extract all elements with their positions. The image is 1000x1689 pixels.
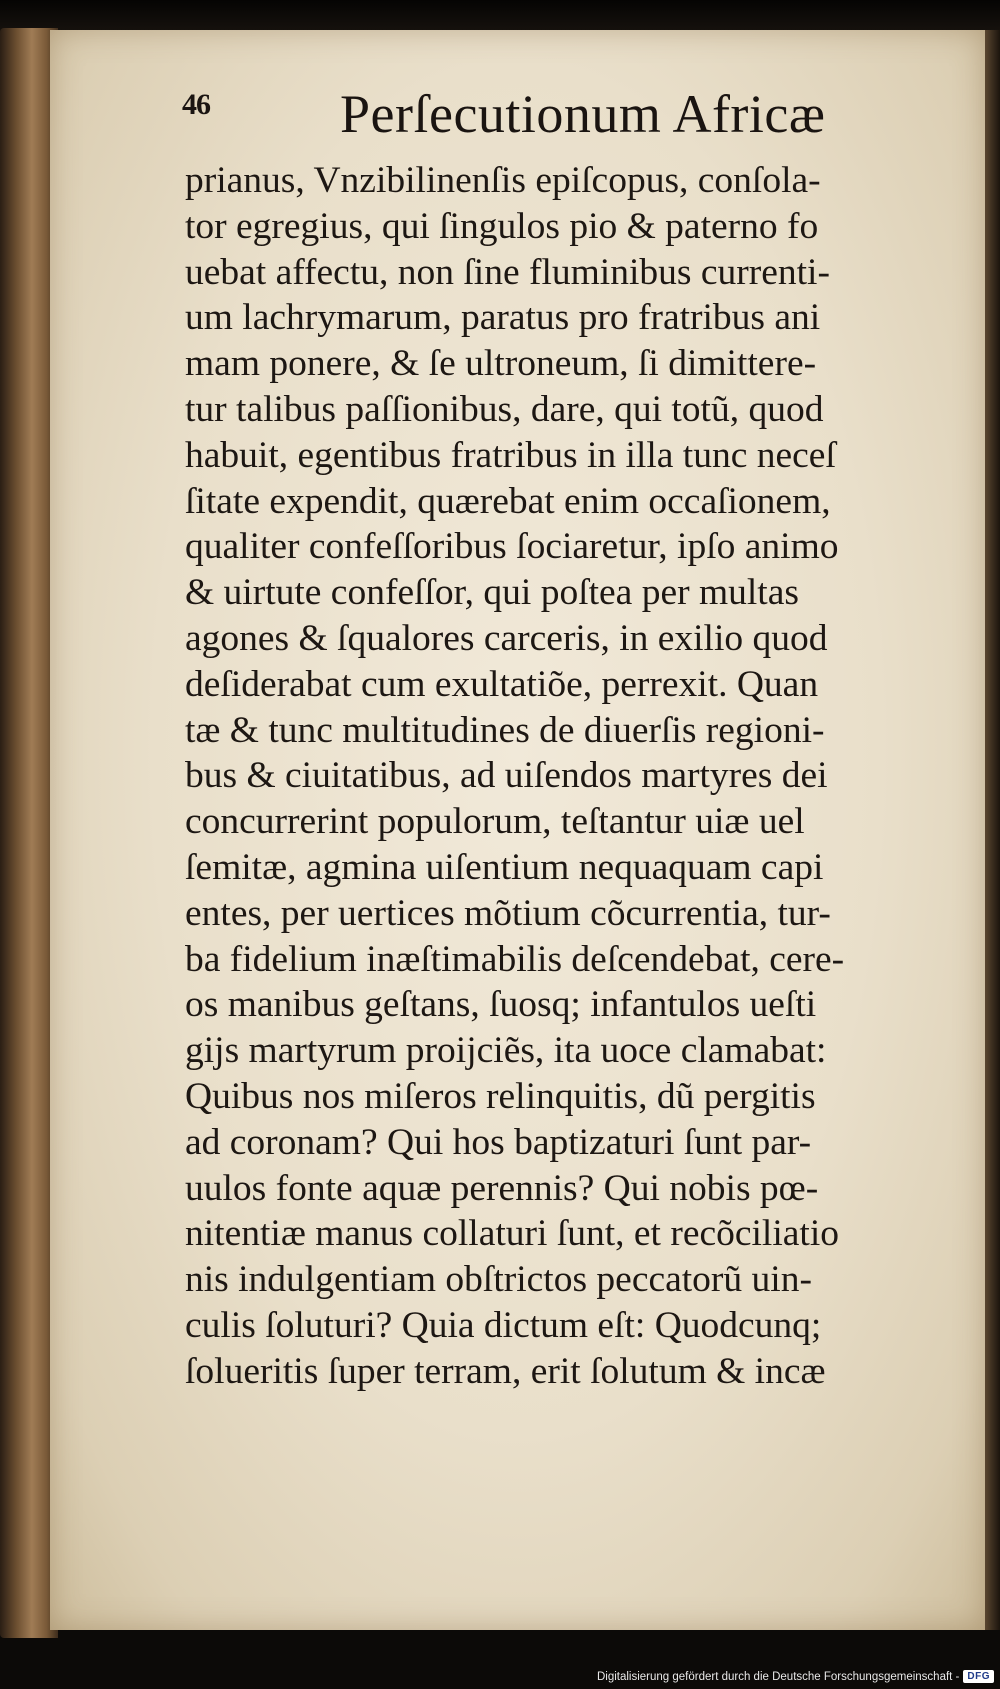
text-line: um lachrymarum, paratus pro fratribus ani	[185, 297, 821, 339]
text-line: nitentiæ manus collaturi ſunt, et recõciliatio	[185, 1213, 839, 1255]
page-number: 46	[182, 88, 210, 121]
text-line: ſitate expendit, quærebat enim occaſionem,	[185, 480, 831, 522]
dfg-logo: DFG	[963, 1670, 994, 1683]
running-head: Perſecutionum Africæ	[340, 84, 826, 144]
credit-text: Digitalisierung gefördert durch die Deutsche Forschungsgemeinschaft -	[596, 1670, 960, 1683]
text-line: deſiderabat cum exultatiõe, perrexit. Quan	[185, 663, 819, 705]
text-line: nis indulgentiam obſtrictos peccatorũ uin-	[185, 1259, 812, 1301]
text-line: gijs martyrum proijciẽs, ita uoce clamabat:	[185, 1030, 827, 1072]
text-line: concurrerint populorum, teſtantur uiæ uel	[185, 801, 805, 843]
text-line: ba fidelium inæſtimabilis deſcendebat, cere-	[185, 938, 845, 980]
text-line: mam ponere, & ſe ultroneum, ſi dimittere-	[185, 343, 817, 385]
text-line: tor egregius, qui ſingulos pio & paterno fo	[185, 205, 819, 247]
digitization-credit	[597, 1670, 994, 1683]
text-line: ſolueritis ſuper terram, erit ſolutum & incæ	[185, 1350, 826, 1392]
text-line: tæ & tunc multitudines de diuerſis regioni-	[185, 709, 825, 751]
page-edge-shadow	[985, 30, 1000, 1630]
text-line: agones & ſqualores carceris, in exilio quod	[185, 617, 828, 659]
text-line: entes, per uertices mõtium cõcurrentia, tur-	[185, 892, 831, 934]
text-line: bus & ciuitatibus, ad uiſendos martyres dei	[185, 755, 828, 797]
text-line: uulos fonte aquæ perennis? Qui nobis pœ-	[185, 1167, 819, 1209]
text-line: ſemitæ, agmina uiſentium nequaquam capi	[185, 846, 824, 888]
text-body	[185, 158, 965, 1395]
text-line: os manibus geſtans, ſuosq; infantulos ueſti	[185, 984, 817, 1026]
text-line: qualiter confeſſoribus ſociaretur, ipſo animo	[185, 526, 839, 568]
text-line: Quibus nos miſeros relinquitis, dũ pergitis	[185, 1075, 816, 1117]
text-line: tur talibus paſſionibus, dare, qui totũ, quod	[185, 388, 824, 430]
text-line: ad coronam? Qui hos baptizaturi ſunt par-	[185, 1121, 812, 1163]
text-line: & uirtute confeſſor, qui poſtea per multas	[185, 572, 799, 614]
text-line: prianus, Vnzibilinenſis epiſcopus, conſola-	[185, 160, 821, 201]
text-line: culis ſoluturi? Quia dictum eſt: Quodcunq;	[185, 1304, 822, 1346]
text-line: uebat affectu, non ſine fluminibus currenti-	[185, 251, 830, 293]
text-line: habuit, egentibus fratribus in illa tunc neceſ	[185, 434, 836, 476]
